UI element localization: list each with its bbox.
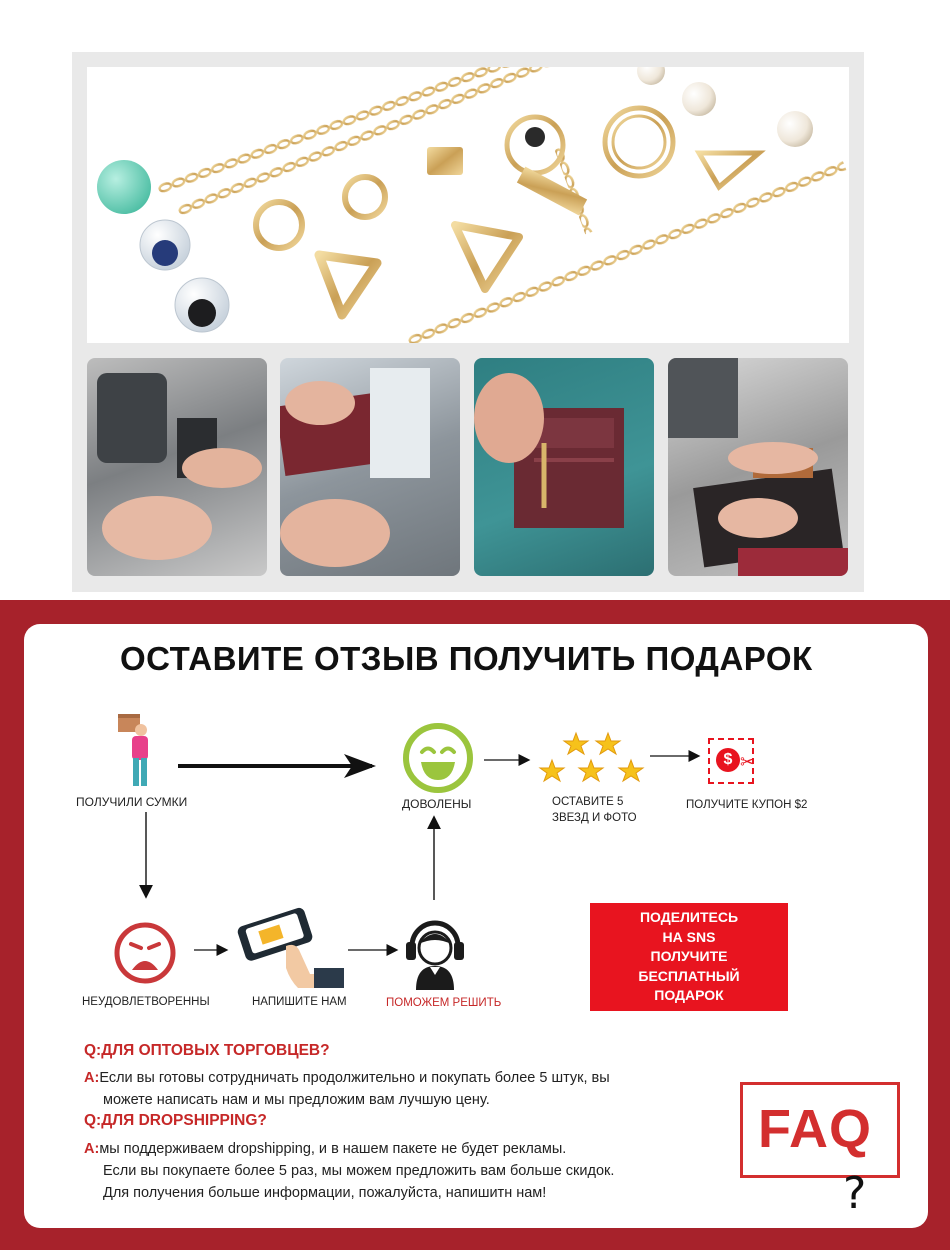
o-ring <box>613 116 665 168</box>
answer-line: Если вы готовы сотрудничать продолжительно и покупать более 5 штук, вы <box>99 1070 610 1086</box>
o-ring <box>605 108 673 176</box>
answer-line: Если вы покупаете более 5 раз, мы можем предложить вам больше скидок. <box>103 1163 615 1179</box>
page-title: ОСТАВИТЕ ОТЗЫВ ПОЛУЧИТЬ ПОДАРОК <box>120 640 813 677</box>
workshop-photo <box>280 358 460 576</box>
share-line: ПОДЕЛИТЕСЬ <box>639 909 739 925</box>
answer-prefix: A: <box>84 1141 100 1157</box>
received-label: ПОЛУЧИЛИ СУМКИ <box>76 795 188 809</box>
hardware-illustration <box>87 67 849 343</box>
product-gallery <box>0 0 950 600</box>
o-ring <box>345 177 385 217</box>
answer-line: мы поддерживаем dropshipping, и в нашем пакете не будет рекламы. <box>99 1141 567 1157</box>
flow-arrows <box>0 600 950 1020</box>
pendant-stone <box>525 127 545 147</box>
answer-line: можете написать нам и мы предложим вам лучшую цену. <box>103 1092 490 1108</box>
faq-answer-wholesale <box>84 1067 610 1111</box>
triangle-ring <box>319 255 377 315</box>
question-mark-icon: ? <box>843 1168 867 1219</box>
satisfied-label: ДОВОЛЕНЫ <box>402 797 472 811</box>
share-line: БЕСПЛАТНЫЙ <box>638 967 740 984</box>
faq-answer-dropshipping <box>84 1138 614 1204</box>
pearl <box>777 111 813 147</box>
faq-question-wholesale: Q:ДЛЯ ОПТОВЫХ ТОРГОВЦЕВ? <box>84 1042 330 1059</box>
dollar-badge-icon: $ <box>716 748 740 772</box>
help-label: ПОМОЖЕМ РЕШИТЬ <box>386 997 502 1009</box>
d-clasp <box>427 147 463 175</box>
bead-fill <box>188 299 216 327</box>
answer-line: Для получения больше информации, пожалуйста, напишитн нам! <box>103 1185 547 1201</box>
workshop-photo <box>87 358 267 576</box>
unsatisfied-label: НЕУДОВЛЕТВОРЕННЫ <box>82 996 210 1008</box>
chain-strand <box>407 161 847 343</box>
workshop-photo <box>474 358 654 576</box>
share-line: НА SNS <box>662 928 716 945</box>
share-line: ПОЛУЧИТЕ <box>650 948 728 964</box>
share-sns-banner[interactable] <box>590 903 788 1011</box>
bead-fill <box>152 240 178 266</box>
o-ring <box>256 202 302 248</box>
hardware-photo <box>87 67 849 343</box>
pearl <box>637 67 665 85</box>
stars-label: ОСТАВИТЕ 5 ЗВЕЗД И ФОТО <box>552 796 637 824</box>
coupon-label: ПОЛУЧИТЕ КУПОН $2 <box>686 799 808 811</box>
share-line: ПОДАРОК <box>654 987 724 1003</box>
faq-question-dropshipping: Q:ДЛЯ DROPSHIPPING? <box>84 1112 267 1129</box>
answer-prefix: A: <box>84 1070 100 1086</box>
pearl <box>682 82 716 116</box>
triangle-buckle <box>699 153 759 187</box>
mint-bead <box>97 160 151 214</box>
scissors-icon: ✂ <box>740 752 756 773</box>
workshop-photo <box>668 358 848 576</box>
faq-badge: FAQ <box>758 1099 873 1159</box>
chain-strand <box>157 67 649 194</box>
write-us-label: НАПИШИТЕ НАМ <box>252 996 347 1008</box>
triangle-ring <box>455 225 519 289</box>
